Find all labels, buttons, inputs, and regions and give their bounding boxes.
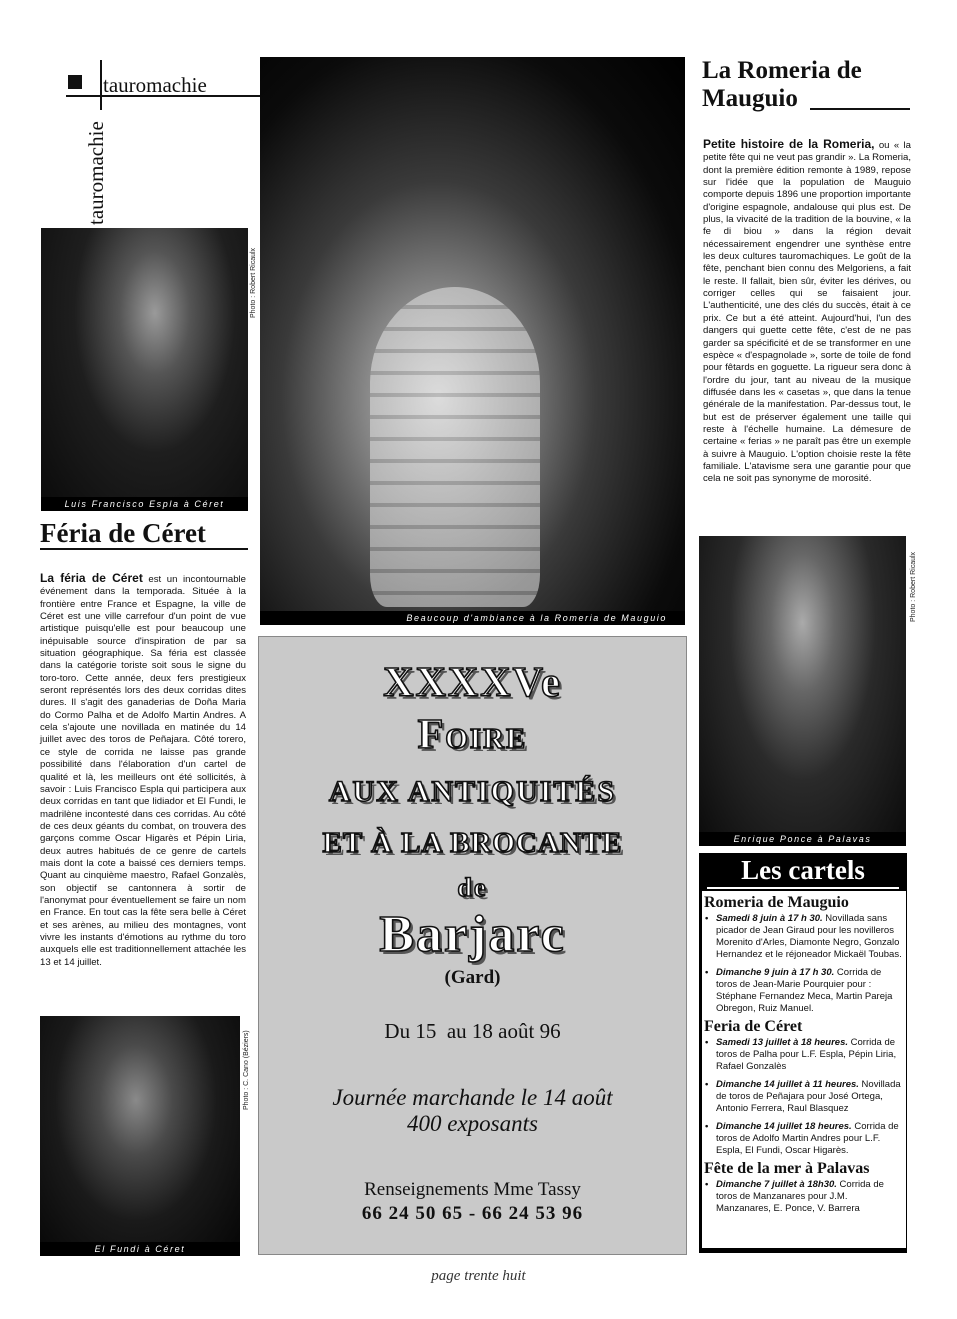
cartels-item-text: Corrida de toros de Adolfo Martin Andres pour L.F. Espla, El Fundi, Oscar Higarès. <box>716 1121 899 1156</box>
photo-ponce <box>699 536 906 846</box>
photo-fundi-caption: El Fundi à Céret <box>40 1242 240 1256</box>
ad-market-line2: 400 exposants <box>407 1111 538 1136</box>
cartels-item <box>704 1079 904 1115</box>
cartels-item-date: Dimanche 14 juillet à 11 heures. <box>716 1079 859 1090</box>
ad-line6: Barjarc <box>379 906 566 963</box>
cartels-item <box>704 1037 904 1073</box>
section-header <box>40 55 240 225</box>
cartels-group-head: Fête de la mer à Palavas <box>704 1160 870 1177</box>
feria-title: Féria de Céret <box>40 518 206 548</box>
romeria-lead: Petite histoire de la Romeria, <box>703 137 875 151</box>
cartels-item-date: Samedi 8 juin à 17 h 30. <box>716 913 823 924</box>
photo-ponce-caption: Enrique Ponce à Palavas <box>699 832 906 846</box>
cartels-item <box>704 1121 904 1157</box>
romeria-article <box>703 138 911 486</box>
feria-lead: La féria de Céret <box>40 571 143 585</box>
feria-body: est un incontournable événement dans la temporada. Située à la frontière entre France et Espagne, la ville de Céret est une ville carrefour d'un point de vue artistique puisqu'elle est pour beaucoup une inépuisable source d'inspiration de par sa situation géographique. Sa féria est classée dans la catégorie toriste soit sous le signe du toro-toro. Cette année, deux fers prestigieux seront représentés lors des deux corridas dites dures. Il s'agit des ganaderias de Doña Maria do Cormo Palha et de Adolfo Martin Andres. A cela s'ajoute une novillada en matinée du 14 juillet avec des toros de Peñajara. Côté torero, ce style de corrida ne laisse pas grande possibilité dans l'élaboration d'un cartel de qualité et là, les meilleurs ont été sollicités, à savoir : Luis Francisco Espla qui participera aux deux corridas en tant que lidiador et El Fundi, le madrilène incontesté dans ces corridas. Au côté de ces deux géants du combat, on trouvera des garçons comme Oscar Higarès et Pépin Liria, deux autres habitués de ce genre de cartels mais dont la cote a baissé ces derniers temps. Quant au cinquième maestro, Rafael Gonzalès, son objectif se cantonnera à sortir de l'anonymat pour éventuellement se faire un nom en France. En tout cas la fête sera belle à Céret et ses arènes, au milieu des montagnes, vont vivre les instants d'émotions au rythme du toro auxquels elle est traditionnellement attachée les 13 et 14 juillet. <box>40 574 246 968</box>
photo-fundi-credit: Photo : C. Cano (Béziers) <box>243 1030 250 1110</box>
dress-shape <box>370 287 540 607</box>
ad-phones: 66 24 50 65 - 66 24 53 96 <box>361 1203 584 1224</box>
photo-ponce-credit: Photo : Robert Ricaulx <box>910 551 917 622</box>
page-number: page trente huit <box>431 1268 526 1284</box>
cartels-title: Les cartels <box>741 855 865 885</box>
photo-espla-caption: Luis Francisco Espla à Céret <box>41 497 248 511</box>
cartels-item <box>704 967 904 1015</box>
feria-title-rule <box>40 548 248 550</box>
feria-article <box>40 572 246 969</box>
cartels-item-date: Dimanche 7 juillet à 18h30. <box>716 1179 837 1190</box>
ad-foire <box>258 636 687 1255</box>
cartels-item-date: Samedi 13 juillet à 18 heures. <box>716 1037 849 1048</box>
romeria-title-line2: Mauguio <box>702 85 798 112</box>
ad-dates: Du 15 au 18 août 96 <box>384 1019 561 1043</box>
ad-line3: AUX ANTIQUITÉS <box>328 775 617 808</box>
ad-line7: (Gard) <box>444 967 501 988</box>
romeria-title-line1: La Romeria de <box>702 57 862 84</box>
cartels-item-text: Corrida de toros de Manzanares pour J.M. Manzanares, E. Ponce, V. Barrera <box>716 1179 884 1214</box>
ad-line5: de <box>457 873 488 902</box>
cartels-group-head: Feria de Céret <box>704 1018 803 1035</box>
photo-fundi <box>40 1016 240 1256</box>
section-vertical-label: tauromachie <box>84 121 108 225</box>
ad-market-line1: Journée marchande le 14 août <box>332 1085 613 1110</box>
section-label: tauromachie <box>103 73 207 97</box>
cartels-group-head: Romeria de Mauguio <box>704 894 849 911</box>
cartels-item <box>704 913 904 961</box>
cartels-item-date: Dimanche 9 juin à 17 h 30. <box>716 967 835 978</box>
section-marker <box>68 75 82 89</box>
cartels-item-text: Corrida de toros de Palha pour L.F. Espla, Pépin Liria, Rafael Gonzalès <box>716 1037 897 1072</box>
cartels-item-text: Corrida de toros de Jean-Marie Pourquier pour : Stéphane Fernandez Meca, Martin Pareja Obregon, Ruiz Manuel. <box>716 967 893 1014</box>
romeria-body: ou « la petite fête qui ne veut pas grandir ». La Romeria, dont la première édition remonte à 1989, repose sur l'idée que la population de Mauguio comporte depuis 1896 une proportion importante d'origine espagnole, andalouse qui plus est. De plus, la vivacité de la tradition de la bouvine, « la fe di biou » dans la région devait nécessairement engendrer une synthèse entre les deux cultures tauromachiques. Le goût de la fête, penchant bien connu des Melgoriens, a fait le reste. Il fallait, bien sûr, éviter les dérives, ou corriger celles qui se faisaient jour. L'authenticité, une des clés du succès, était à ce prix. Ce but a été atteint. Aujourd'hui, l'un des dangers qui guette cette fête, c'est de ne pas garder sa spécificité et de se transformer en une espèce « d'espagnolade », sorte de toile de fond pour fêtards en goguette. La rigueur sera donc à l'ordre du jour, tant au niveau de la musique diffusée dans les « casetas », que dans la tenue générale de la manifestation. Par-dessus tout, le but est de préserver également une taille qui reste à l'échelle humaine. La démesure de certaine « ferias » ne paraît pas être un exemple à suivre à Mauguio. L'option choisie reste la fête familiale. L'atavisme sera une garantie pour que cela ne soit pas synonyme de morosité. <box>703 140 911 485</box>
ad-line1: XXXXVe <box>383 660 562 706</box>
romeria-title-rule <box>810 108 910 110</box>
photo-espla-credit: Photo : Robert Ricaulx <box>250 247 257 318</box>
cartels-box <box>699 853 907 1253</box>
photo-romeria-caption: Beaucoup d'ambiance à la Romeria de Mauguio <box>260 611 685 625</box>
cartels-item-text: Novillada de toros de Peñajara pour José Ortega, Antonio Ferrera, Raul Blasquez <box>716 1079 901 1114</box>
cartels-item-date: Dimanche 14 juillet 18 heures. <box>716 1121 852 1132</box>
ad-contact: Renseignements Mme Tassy <box>364 1179 581 1200</box>
section-vrule <box>100 60 102 110</box>
photo-romeria <box>260 57 685 625</box>
cartels-title-rule <box>707 887 899 889</box>
ad-line2: Foire <box>417 712 528 758</box>
cartels-panel <box>702 891 906 1248</box>
photo-espla <box>41 228 248 511</box>
cartels-item <box>704 1179 904 1215</box>
cartels-item-text: Novillada sans picador de Jean Giraud pour les novilleros Morenito d'Arles, Diamonte Negro, Gonzalo Hernandez et le réjoneador Mickaël Toubas. <box>716 913 902 960</box>
ad-line4: ET À LA BROCANTE <box>322 827 623 859</box>
